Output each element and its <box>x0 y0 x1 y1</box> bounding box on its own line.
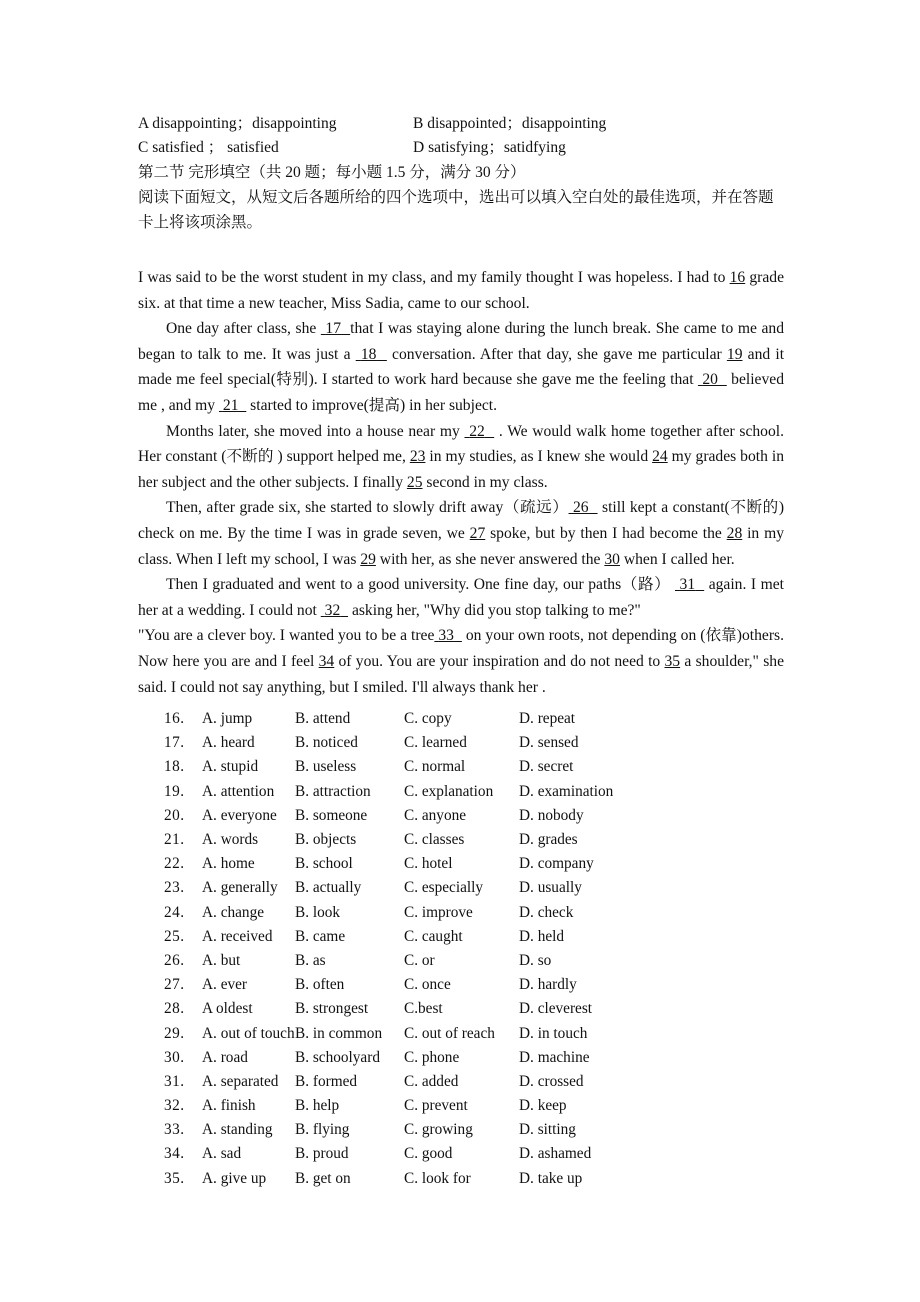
option-d[interactable]: D. company <box>519 855 594 873</box>
option-c[interactable]: C. anyone <box>404 806 467 824</box>
option-c[interactable]: C. look for <box>404 1169 471 1187</box>
option-a[interactable]: A. road <box>202 1048 248 1066</box>
question-row <box>138 1118 784 1142</box>
blank-19: 19 <box>726 345 743 363</box>
text-run: in my class. When I left my school, I was <box>138 524 784 568</box>
option-a[interactable]: A. received <box>202 927 273 945</box>
option-d[interactable]: D. take up <box>519 1169 583 1187</box>
option-a[interactable]: A. ever <box>202 976 248 994</box>
option-a[interactable]: A. heard <box>202 734 255 752</box>
text-run: with her, as she never answered the <box>375 550 605 568</box>
question-number: 24. <box>164 903 185 921</box>
option-a[interactable]: A. change <box>202 903 265 921</box>
option-d[interactable]: D. repeat <box>519 710 576 728</box>
question-number: 19. <box>164 782 185 800</box>
blank-29: 29 <box>360 550 376 568</box>
option-c[interactable]: C. learned <box>404 734 467 752</box>
option-d[interactable]: D. secret <box>519 758 574 776</box>
question-row <box>138 804 784 828</box>
option-d[interactable]: D. check <box>519 903 574 921</box>
option-a[interactable]: A. but <box>202 951 241 969</box>
blank-27: 27 <box>469 524 486 542</box>
question-row <box>138 901 784 925</box>
text-run: grade six. at that time a new teacher, Miss Sadia, came to our school. <box>138 269 784 312</box>
blank-23: 23 <box>409 448 426 466</box>
option-a[interactable]: A. stupid <box>202 758 259 776</box>
option-d[interactable]: D. held <box>519 927 565 945</box>
passage-paragraph-6 <box>138 623 784 700</box>
question-row <box>138 997 784 1021</box>
passage-paragraph-2 <box>138 316 784 418</box>
question-row <box>138 949 784 973</box>
option-c[interactable]: C. normal <box>404 758 466 776</box>
question-number: 27. <box>164 976 185 994</box>
option-d[interactable]: D. ashamed <box>519 1145 592 1163</box>
question-row <box>138 1094 784 1118</box>
option-d[interactable]: D. sitting <box>519 1121 576 1139</box>
option-c[interactable]: C. added <box>404 1072 459 1090</box>
question-number: 35. <box>164 1169 185 1187</box>
text-run: asking her, "Why did you stop talking to me?" <box>348 601 641 619</box>
option-d[interactable]: D. nobody <box>519 806 584 824</box>
passage-paragraph-3 <box>138 419 784 496</box>
option-c[interactable]: C. or <box>404 951 435 969</box>
question-row <box>138 1070 784 1094</box>
carryover-option-row-2 <box>138 136 784 160</box>
blank-33: 33 <box>438 627 454 645</box>
blank-17: 17 <box>325 320 342 338</box>
option-c[interactable]: C. improve <box>404 903 473 921</box>
question-options-list <box>138 707 784 1191</box>
option-d[interactable]: D. machine <box>519 1048 590 1066</box>
option-a[interactable]: A. home <box>202 855 255 873</box>
passage-paragraph-5 <box>138 572 784 623</box>
option-d[interactable]: D. usually <box>519 879 582 897</box>
question-number: 17. <box>164 734 185 752</box>
question-row <box>138 852 784 876</box>
text-run: of you. You are your inspiration and do not need to <box>334 652 665 670</box>
option-d[interactable]: D. cleverest <box>519 1000 593 1018</box>
text-run: again. I met her at a wedding. I could not <box>138 576 785 619</box>
question-number: 20. <box>164 806 185 824</box>
text-run: in my studies, as I knew she would <box>425 448 653 466</box>
option-b[interactable]: B. in common <box>295 1024 383 1042</box>
option-a[interactable]: A. finish <box>202 1097 256 1115</box>
question-number: 26. <box>164 951 185 969</box>
question-row <box>138 1167 784 1191</box>
blank-28: 28 <box>726 524 743 542</box>
blank-31: 31 <box>679 576 696 594</box>
option-c[interactable]: C. caught <box>404 927 463 945</box>
text-run: and it made me feel special(特别). I started to work hard because she gave me the feeling that <box>138 345 785 389</box>
option-b[interactable]: B. look <box>295 903 341 921</box>
option-b[interactable]: B. schoolyard <box>295 1048 380 1066</box>
blank-18: 18 <box>360 345 377 363</box>
option-d[interactable]: D. keep <box>519 1097 567 1115</box>
option-d[interactable]: D. examination <box>519 782 614 800</box>
blank-22: 22 <box>469 422 485 440</box>
option-a[interactable]: A. out of touch <box>202 1024 295 1042</box>
option-a[interactable]: A. give up <box>202 1169 267 1187</box>
spacer <box>138 235 784 265</box>
text-run: . We would walk home together after school. Her constant (不断的 ) support helped me, <box>138 422 784 466</box>
question-number: 22. <box>164 855 185 873</box>
text-run: I was said to be the worst student in my class, and my family thought I was hopeless. I had to <box>138 269 730 286</box>
option-b[interactable]: B. useless <box>295 758 357 776</box>
text-run: believed me , and my <box>138 371 784 414</box>
section-instruction: 阅读下面短文，从短文后各题所给的四个选项中，选出可以填入空白处的最佳选项，并在答题卡上将该项涂黑。 <box>138 189 774 231</box>
option-a[interactable]: A. standing <box>202 1121 273 1139</box>
text-run: One day after class, she <box>166 320 321 338</box>
option-c[interactable]: C.best <box>404 1000 443 1018</box>
option-d[interactable]: D. so <box>519 951 552 969</box>
question-row <box>138 1046 784 1070</box>
option-a[interactable]: A. words <box>202 831 259 849</box>
question-row <box>138 731 784 755</box>
option-b[interactable]: B. school <box>295 855 353 873</box>
question-number: 33. <box>164 1121 185 1139</box>
text-run: Months later, she moved into a house near my <box>166 422 465 440</box>
text-run: started to improve(提高) in her subject. <box>246 396 498 414</box>
question-number: 23. <box>164 879 185 897</box>
option-b[interactable]: B. actually <box>295 879 362 897</box>
option-c[interactable]: C. prevent <box>404 1097 468 1115</box>
option-b[interactable]: B. flying <box>295 1121 350 1139</box>
question-row <box>138 925 784 949</box>
text-run: second in my class. <box>422 473 548 491</box>
option-c[interactable]: C. especially <box>404 879 484 897</box>
blank-35: 35 <box>664 652 681 670</box>
text-run: "You are a clever boy. I wanted you to be a tree <box>138 627 435 645</box>
blank-24: 24 <box>652 448 668 466</box>
option-d[interactable]: D. sensed <box>519 734 579 752</box>
option-a[interactable]: A. everyone <box>202 806 277 824</box>
text-run: when I called her. <box>619 550 735 568</box>
question-number: 31. <box>164 1072 185 1090</box>
question-number: 32. <box>164 1097 185 1115</box>
question-row <box>138 828 784 852</box>
option-b[interactable]: B. noticed <box>295 734 358 752</box>
question-row <box>138 973 784 997</box>
text-run: spoke, but by then I had become the <box>485 524 727 542</box>
blank-26: 26 <box>573 499 589 517</box>
blank-16: 16 <box>729 269 746 286</box>
option-d[interactable]: D. grades <box>519 831 578 849</box>
carryover-option-c: C satisfied ； satisfied <box>138 139 279 156</box>
option-b[interactable]: B. get on <box>295 1169 351 1187</box>
option-d[interactable]: D. in touch <box>519 1024 588 1042</box>
text-run: still kept a constant(不断的) check on me. By the time I was in grade seven, we <box>138 499 785 542</box>
question-number: 18. <box>164 758 185 776</box>
question-number: 29. <box>164 1024 185 1042</box>
blank-32: 32 <box>324 601 341 619</box>
option-b[interactable]: B. objects <box>295 831 357 849</box>
option-b[interactable]: B. proud <box>295 1145 349 1163</box>
option-c[interactable]: C. classes <box>404 831 465 849</box>
carryover-option-row-1 <box>138 112 784 136</box>
option-d[interactable]: D. hardly <box>519 976 577 994</box>
blank-30: 30 <box>604 550 620 568</box>
section-heading: 第二节 完形填空（共 20 题；每小题 1.5 分，满分 30 分） <box>138 164 526 181</box>
option-b[interactable]: B. came <box>295 927 346 945</box>
text-run: a shoulder," she said. I could not say anything, but I smiled. I'll always thank her . <box>138 652 784 696</box>
carryover-option-b: B disappointed；disappointing <box>413 115 607 132</box>
passage-paragraph-1 <box>138 265 784 316</box>
question-number: 16. <box>164 710 185 728</box>
option-c[interactable]: C. out of reach <box>404 1024 495 1042</box>
blank-20: 20 <box>702 371 718 389</box>
option-b[interactable]: B. as <box>295 951 326 969</box>
option-c[interactable]: C. phone <box>404 1048 460 1066</box>
cloze-passage <box>138 265 784 700</box>
text-run: Then I graduated and went to a good university. One fine day, our paths（路） <box>166 576 675 594</box>
question-row <box>138 1142 784 1166</box>
option-a[interactable]: A. sad <box>202 1145 242 1163</box>
question-number: 28. <box>164 1000 185 1018</box>
option-d[interactable]: D. crossed <box>519 1072 584 1090</box>
question-row <box>138 780 784 804</box>
option-c[interactable]: C. explanation <box>404 782 494 800</box>
carryover-option-a: A disappointing；disappointing <box>138 115 337 132</box>
text-run: Then, after grade six, she started to slowly drift away（疏远） <box>166 499 569 517</box>
option-a[interactable]: A. generally <box>202 879 278 897</box>
option-a[interactable]: A. jump <box>202 710 253 728</box>
carryover-option-d: D satisfying；satidfying <box>413 139 566 156</box>
option-b[interactable]: B. often <box>295 976 345 994</box>
option-b[interactable]: B. attraction <box>295 782 371 800</box>
option-b[interactable]: B. someone <box>295 806 368 824</box>
question-number: 34. <box>164 1145 185 1163</box>
question-number: 25. <box>164 927 185 945</box>
question-row <box>138 707 784 731</box>
page-content <box>138 112 784 1191</box>
blank-34: 34 <box>318 652 335 670</box>
option-c[interactable]: C. hotel <box>404 855 453 873</box>
option-b[interactable]: B. help <box>295 1097 340 1115</box>
option-c[interactable]: C. growing <box>404 1121 473 1139</box>
option-b[interactable]: B. attend <box>295 710 351 728</box>
question-number: 21. <box>164 831 185 849</box>
question-row <box>138 755 784 779</box>
question-row <box>138 1022 784 1046</box>
blank-21: 21 <box>222 396 239 414</box>
option-a[interactable]: A. attention <box>202 782 275 800</box>
option-c[interactable]: C. once <box>404 976 451 994</box>
text-run: my grades both in her subject and the other subjects. I finally <box>138 448 784 491</box>
text-run: that I was staying alone during the lunch break. She came to me and began to talk to me. It was just a <box>138 320 784 363</box>
option-b[interactable]: B. formed <box>295 1072 358 1090</box>
passage-paragraph-4 <box>138 495 784 572</box>
blank-25: 25 <box>406 473 423 491</box>
option-a[interactable]: A oldest <box>202 1000 253 1018</box>
question-number: 30. <box>164 1048 185 1066</box>
option-c[interactable]: C. good <box>404 1145 453 1163</box>
text-run: on your own roots, not depending on (依靠)others. Now here you are and I feel <box>138 627 784 670</box>
option-b[interactable]: B. strongest <box>295 1000 369 1018</box>
option-c[interactable]: C. copy <box>404 710 452 728</box>
question-row <box>138 876 784 900</box>
option-a[interactable]: A. separated <box>202 1072 279 1090</box>
text-run: conversation. After that day, she gave me particular <box>386 345 727 363</box>
